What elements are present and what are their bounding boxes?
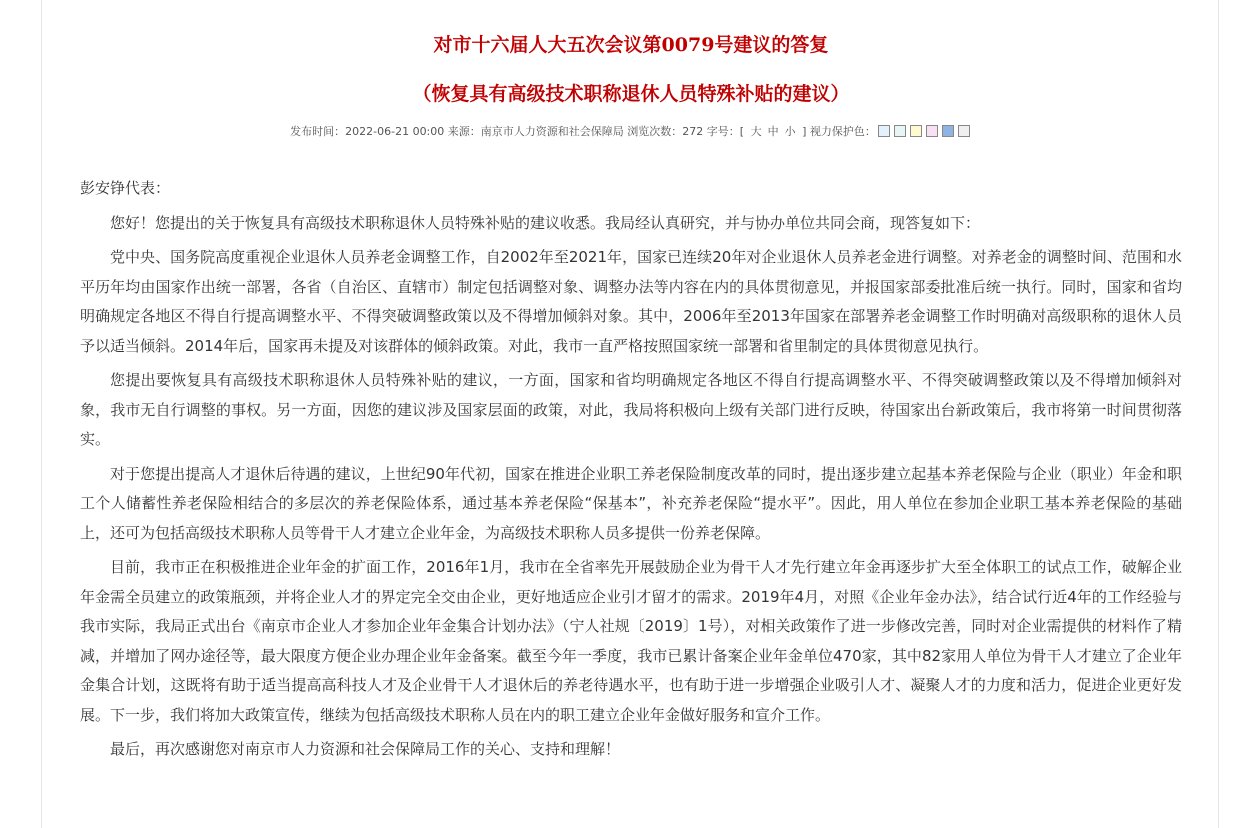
page-border-right: [1218, 0, 1219, 828]
publish-time: 2022-06-21 00:00: [345, 125, 445, 138]
bracket-close: ]: [802, 125, 807, 138]
eye-color-swatch-2[interactable]: [894, 125, 906, 137]
eye-color-swatch-6[interactable]: [958, 125, 970, 137]
paragraph: 您好！您提出的关于恢复具有高级技术职称退休人员特殊补贴的建议收悉。我局经认真研究，并与协办单位共同会商，现答复如下：: [110, 213, 981, 232]
paragraph: 您提出要恢复具有高级技术职称退休人员特殊补贴的建议，一方面，国家和省均明确规定各地区不得自行提高调整水平、不得突破调整政策以及不得增加倾斜对象，我市无自行调整的事权。另一方面，因您的建议涉及国家层面的政策，对此，我局将积极向上级有关部门进行反映，待国家出台新政策后，我市将第一时间贯彻落实。: [80, 371, 1182, 448]
eye-protection-swatches: [876, 125, 972, 138]
views-label: 浏览次数：: [627, 125, 683, 138]
paragraph: 党中央、国务院高度重视企业退休人员养老金调整工作，自2002年至2021年，国家已连续20年对企业退休人员养老金进行调整。对养老金的调整时间、范围和水平历年均由国家作出统一部署，各省（自治区、直辖市）制定包括调整对象、调整办法等内容在内的具体贯彻意见，并报国家部委批准后统一执行。同时，国家和省均明确规定各地区不得自行提高调整水平、不得突破调整政策以及不得增加倾斜对象。其中，2006年至2013年国家在部署养老金调整工作时明确对高级职称的退休人员予以适当倾斜。2014年后，国家再未提及对该群体的倾斜政策。对此，我市一直严格按照国家统一部署和省里制定的具体贯彻意见执行。: [80, 248, 1182, 355]
page-border-left: [41, 0, 42, 828]
font-size-large-button[interactable]: 大: [750, 125, 762, 138]
article-title: 对市十六届人大五次会议第0079号建议的答复: [433, 34, 829, 56]
font-size-small-button[interactable]: 小: [784, 125, 796, 138]
font-size-label: 字号：: [706, 125, 740, 138]
paragraph: 最后，再次感谢您对南京市人力资源和社会保障局工作的关心、支持和理解！: [110, 740, 621, 758]
eye-color-swatch-4[interactable]: [926, 125, 938, 137]
view-count: 272: [682, 125, 704, 138]
publish-time-label: 发布时间：: [290, 125, 346, 138]
bracket-open: [: [739, 125, 745, 138]
eye-color-swatch-3[interactable]: [910, 125, 922, 137]
font-size-medium-button[interactable]: 中: [767, 125, 779, 138]
eye-protection-label: 视力保护色：: [809, 125, 876, 138]
eye-color-swatch-5[interactable]: [942, 125, 954, 137]
source: 南京市人力资源和社会保障局: [480, 125, 624, 138]
article-body: [80, 174, 1182, 770]
paragraph: 对于您提出提高人才退休后待遇的建议，上世纪90年代初，国家在推进企业职工养老保险制度改革的同时，提出逐步建立起基本养老保险与企业（职业）年金和职工个人储蓄性养老保险相结合的多层次的养老保险体系，通过基本养老保险“保基本”，补充养老保险“提水平”。因此，用人单位在参加企业职工基本养老保险的基础上，还可为包括高级技术职称人员等骨干人才建立企业年金，为高级技术职称人员多提供一份养老保障。: [80, 464, 1182, 542]
article-subtitle: （恢复具有高级技术职称退休人员特殊补贴的建议）: [412, 83, 850, 105]
eye-color-swatch-1[interactable]: [878, 125, 890, 137]
source-label: 来源：: [447, 125, 481, 138]
article-meta: [80, 124, 1182, 140]
paragraph: 目前，我市正在积极推进企业年金的扩面工作，2016年1月，我市在全省率先开展鼓励企业为骨干人才先行建立年金再逐步扩大至全体职工的试点工作，破解企业年金需全员建立的政策瓶颈，并将企业人才的界定完全交由企业，更好地适应企业引才留才的需求。2019年4月，对照《企业年金办法》，结合试行近4年的工作经验与我市实际，我局正式出台《南京市企业人才参加企业年金集合计划办法》（宁人社规〔2019〕1号），对相关政策作了进一步修改完善，同时对企业需提供的材料作了精减，并增加了网办途径等，最大限度方便企业办理企业年金备案。截至今年一季度，我市已累计备案企业年金单位470家，其中82家用人单位为骨干人才建立了企业年金集合计划，这既将有助于适当提高高科技人才及企业骨干人才退休后的养老待遇水平，也有助于进一步增强企业吸引人才、凝聚人才的力度和活力，促进企业更好发展。下一步，我们将加大政策宣传，继续为包括高级技术职称人员在内的职工建立企业年金做好服务和宣介工作。: [80, 558, 1182, 724]
greeting: 彭安铮代表：: [80, 179, 171, 197]
